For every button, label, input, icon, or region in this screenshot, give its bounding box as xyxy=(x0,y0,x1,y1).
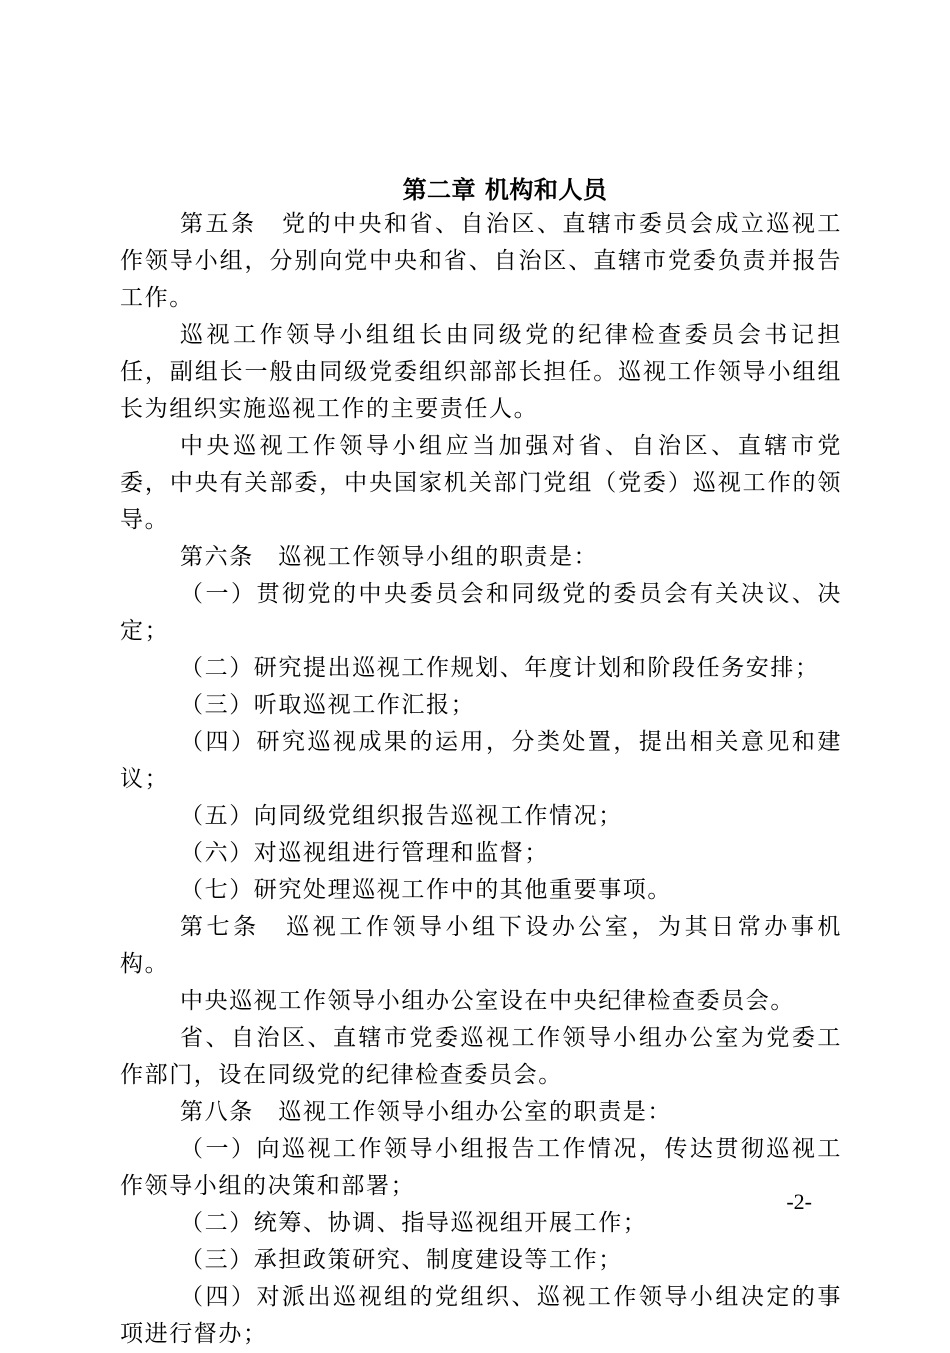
paragraph-article-6: 第六条 巡视工作领导小组的职责是： xyxy=(180,544,599,570)
paragraph-central-leadership: 中央巡视工作领导小组应当加强对省、自治区、直辖市党委，中央有关部委，中央国家机关部门党组（党委）巡视工作的领导。 xyxy=(120,433,842,533)
paragraph-leader-group-head: 巡视工作领导小组组长由同级党的纪律检查委员会书记担任，副组长一般由同级党委组织部部长担任。巡视工作领导小组组长为组织实施巡视工作的主要责任人。 xyxy=(120,322,842,422)
list-item-8-3: （三）承担政策研究、制度建设等工作； xyxy=(180,1247,623,1273)
page-number: -2- xyxy=(786,1189,812,1214)
list-item-6-1: （一）贯彻党的中央委员会和同级党的委员会有关决议、决定； xyxy=(120,581,842,644)
list-item-8-2: （二）统筹、协调、指导巡视组开展工作； xyxy=(180,1210,648,1236)
list-item-6-4: （四）研究巡视成果的运用，分类处置，提出相关意见和建议； xyxy=(120,729,842,792)
list-item-6-7: （七）研究处理巡视工作中的其他重要事项。 xyxy=(180,877,672,903)
list-item-6-5: （五）向同级党组织报告巡视工作情况； xyxy=(180,803,623,829)
paragraph-article-8: 第八条 巡视工作领导小组办公室的职责是： xyxy=(180,1099,672,1125)
paragraph-article-7: 第七条 巡视工作领导小组下设办公室，为其日常办事机构。 xyxy=(120,914,842,977)
list-item-6-6: （六）对巡视组进行管理和监督； xyxy=(180,840,549,866)
list-item-8-4: （四）对派出巡视组的党组织、巡视工作领导小组决定的事项进行督办； xyxy=(120,1284,842,1347)
chapter-heading: 第二章 机构和人员 xyxy=(402,176,608,204)
body-text xyxy=(120,206,842,1353)
list-item-6-2: （二）研究提出巡视工作规划、年度计划和阶段任务安排； xyxy=(180,655,820,681)
paragraph-central-office: 中央巡视工作领导小组办公室设在中央纪律检查委员会。 xyxy=(180,988,795,1014)
list-item-6-3: （三）听取巡视工作汇报； xyxy=(180,692,476,718)
paragraph-article-5: 第五条 党的中央和省、自治区、直辖市委员会成立巡视工作领导小组，分别向党中央和省、自治区、直辖市党委负责并报告工作。 xyxy=(120,211,842,311)
list-item-8-1: （一）向巡视工作领导小组报告工作情况，传达贯彻巡视工作领导小组的决策和部署； xyxy=(120,1136,842,1199)
paragraph-provincial-office: 省、自治区、直辖市党委巡视工作领导小组办公室为党委工作部门，设在同级党的纪律检查委员会。 xyxy=(120,1025,842,1088)
